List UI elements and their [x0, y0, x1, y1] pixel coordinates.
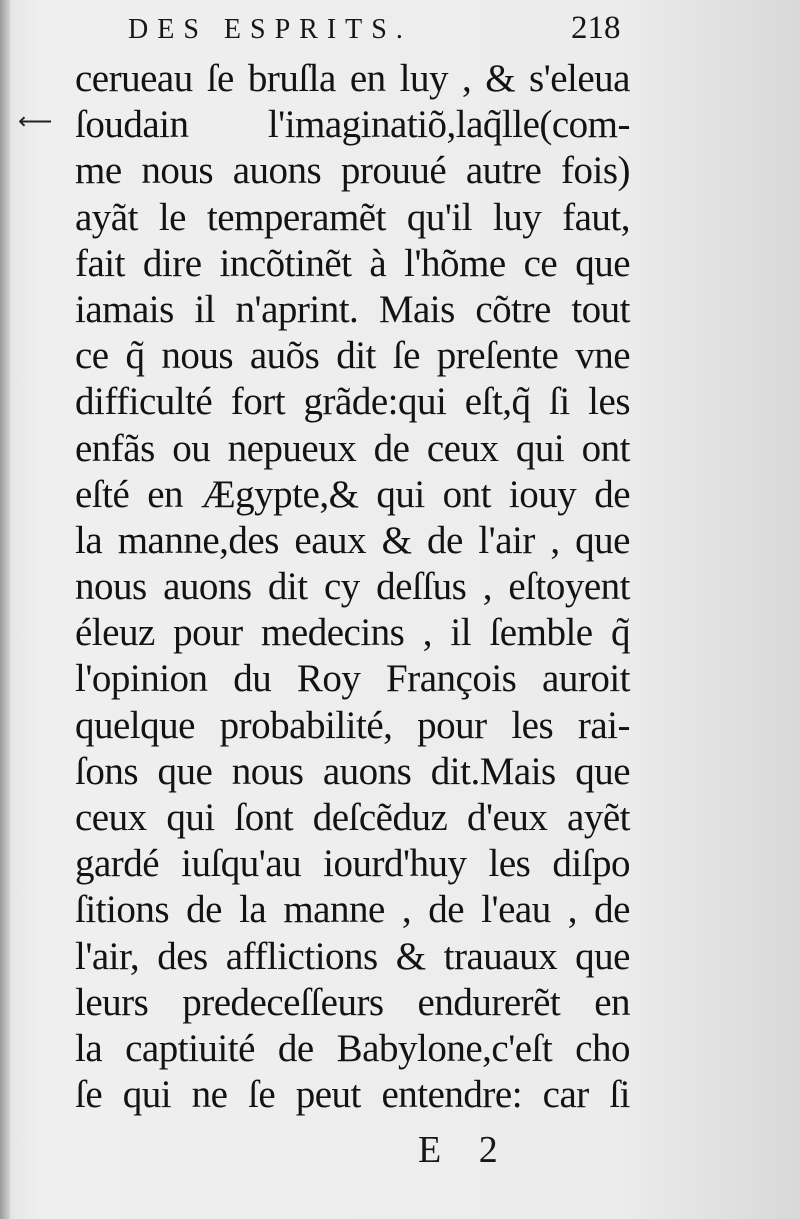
page-number: 218 [571, 10, 621, 46]
text-line: nous auons dit cy deſſus , eſtoyent [75, 565, 630, 609]
page-gutter-shadow [0, 0, 10, 1219]
text-line: ce q̃ nous auõs dit ſe preſente vne [75, 334, 630, 378]
text-line: leurs predeceſſeurs endurerẽt en [75, 980, 630, 1024]
text-line: enfãs ou nepueux de ceux qui ont [75, 426, 630, 470]
margin-pointer-mark: ⟵ [18, 109, 53, 135]
text-line: difficulté fort grãde:qui eſt,q̃ ſi les [75, 380, 630, 424]
text-line: ſoudain l'imaginatiõ,laq̃lle(com- [75, 103, 630, 147]
text-line: la manne,des eaux & de l'air , que [75, 518, 630, 562]
text-line: me nous auons prouué autre fois) [75, 149, 630, 193]
text-line: éleuz pour medecins , il ſemble q̃ [75, 611, 630, 655]
text-line: eſté en Ægypte,& qui ont iouy de [75, 472, 630, 516]
text-line: ayãt le temperamẽt qu'il luy faut, [75, 195, 630, 239]
text-line: l'air, des afflictions & trauaux que [75, 934, 630, 978]
text-line: ſe qui ne ſe peut entendre: car ſi [75, 1073, 630, 1117]
body-text [75, 56, 630, 1118]
text-line: fait dire incõtinẽt à l'hõme ce que [75, 241, 630, 285]
signature-mark: E 2 [418, 1129, 512, 1171]
text-line: ſons que nous auons dit.Mais que [75, 749, 630, 793]
text-line: la captiuité de Babylone,c'eſt cho [75, 1026, 630, 1070]
text-line: quelque probabilité, pour les rai- [75, 703, 630, 747]
text-line: ſitions de la manne , de l'eau , de [75, 888, 630, 932]
text-line: cerueau ſe bruſla en luy , & s'eleua [75, 57, 630, 100]
running-head [128, 8, 628, 50]
text-line: gardé iuſqu'au iourd'huy les diſpo [75, 842, 630, 886]
running-head-title: DES ESPRITS. [128, 14, 412, 45]
text-line: iamais il n'aprint. Mais cõtre tout [75, 287, 630, 331]
text-line: ceux qui ſont deſcẽduz d'eux ayẽt [75, 796, 630, 839]
text-line: l'opinion du Roy François auroit [75, 657, 630, 701]
